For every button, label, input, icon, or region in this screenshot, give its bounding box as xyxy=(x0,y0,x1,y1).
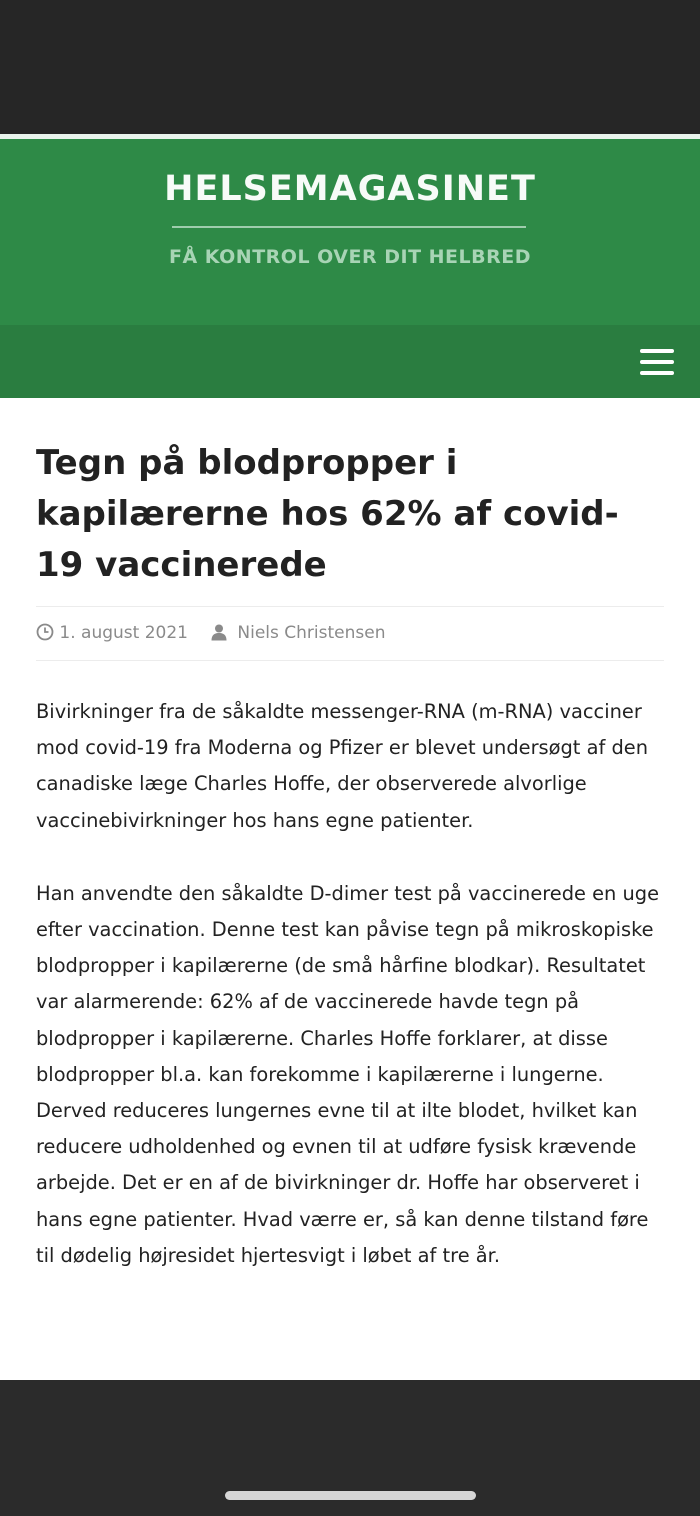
article-paragraph: Han anvendte den såkaldte D-dimer test på vaccinerede en uge efter vaccination. Denne test kan påvise tegn på mikroskopiske blodpropper i kapilærerne (de små hårfine blodkar). Resultatet var alarmerende: 62% af de vaccinerede havde tegn på blodpropper i kapilærerne. Charles Hoffe forklarer, at disse blodpropper bl.a. kan forekomme i kapilærerne i lungerne. Derved reduceres lungernes evne til at ilte blodet, hvilket kan reducere udholdenhed og evnen til at udføre fysisk krævende arbejde. Det er en af de bivirkninger dr. Hoffe har observeret i hans egne patienter. Hvad værre er, så kan denne tilstand føre til dødelig højresidet hjertesvigt i løbet af tre år. xyxy=(36,881,660,1267)
site-header xyxy=(0,139,700,325)
navigation-bar xyxy=(0,325,700,398)
clock-icon xyxy=(36,623,54,641)
article-meta xyxy=(36,620,385,646)
status-bar-area xyxy=(0,0,700,134)
article-author[interactable]: Niels Christensen xyxy=(237,623,386,643)
hamburger-menu-icon[interactable] xyxy=(640,349,674,375)
article-body xyxy=(36,694,672,1311)
title-divider xyxy=(172,226,526,228)
article-paragraph: Bivirkninger fra de såkaldte messenger-RNA (m-RNA) vacciner mod covid-19 fra Moderna og Pfizer er blevet undersøgt af den canadiske læge Charles Hoffe, der observerede alvorlige vaccinebivirkninger hos hans egne patienter. xyxy=(36,700,648,832)
user-icon xyxy=(210,623,228,641)
home-indicator[interactable] xyxy=(225,1491,476,1500)
article-content xyxy=(0,398,700,1380)
meta-divider-bottom xyxy=(36,660,664,661)
article-title: Tegn på blodpropper i kapilærerne hos 62% af covid-19 vaccinerede xyxy=(36,443,619,585)
site-title[interactable]: HELSEMAGASINET xyxy=(164,169,536,209)
site-tagline: FÅ KONTROL OVER DIT HELBRED xyxy=(168,246,532,268)
article-date[interactable]: 1. august 2021 xyxy=(59,623,188,643)
meta-divider-top xyxy=(36,606,664,607)
